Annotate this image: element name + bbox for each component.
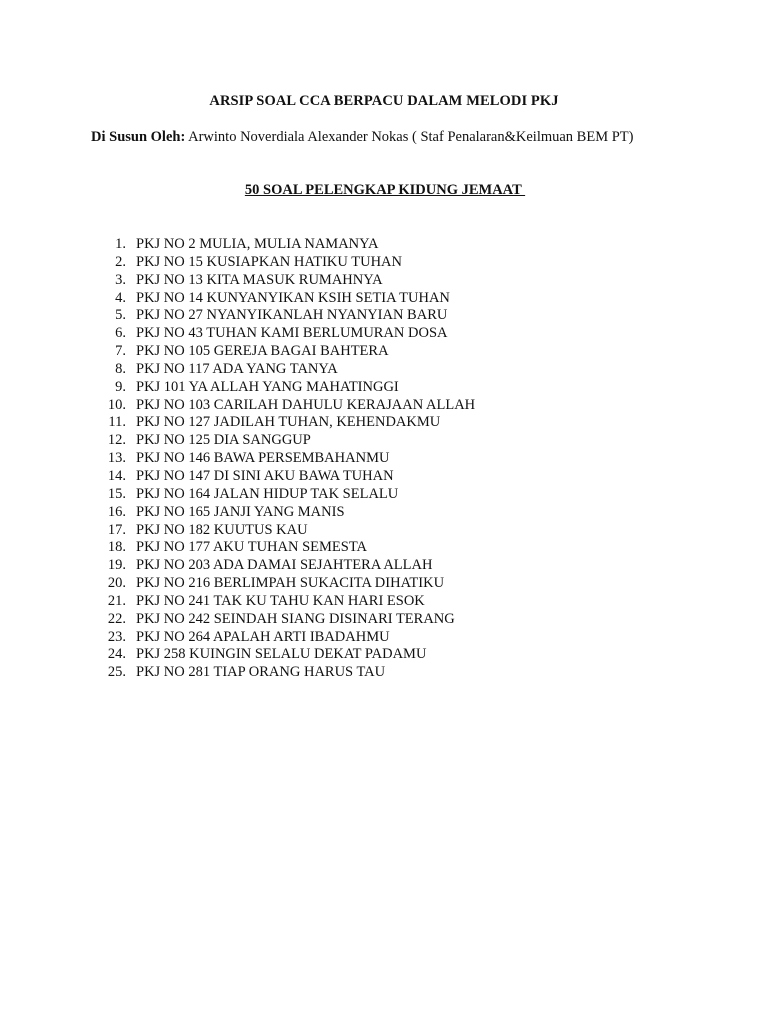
list-item-number: 2. bbox=[115, 253, 126, 270]
list-item-text: PKJ NO 241 TAK KU TAHU KAN HARI ESOK bbox=[136, 592, 425, 609]
list-item-text: PKJ NO 264 APALAH ARTI IBADAHMU bbox=[136, 628, 390, 645]
list-item-number: 1. bbox=[115, 236, 126, 252]
list-item-text: PKJ NO 203 ADA DAMAI SEJAHTERA ALLAH bbox=[136, 557, 433, 574]
list-item-text: PKJ NO 164 JALAN HIDUP TAK SELALU bbox=[136, 485, 399, 502]
list-item-number: 25. bbox=[107, 664, 126, 681]
list-item-text: PKJ NO 117 ADA YANG TANYA bbox=[136, 360, 338, 377]
author-value: Arwinto Noverdiala Alexander Nokas ( Staf Penalaran&Keilmuan BEM PT) bbox=[188, 129, 634, 145]
list-item-text: PKJ NO 15 KUSIAPKAN HATIKU TUHAN bbox=[136, 253, 402, 270]
list-item-text: PKJ NO 105 GEREJA BAGAI BAHTERA bbox=[136, 343, 389, 360]
list-item-text: PKJ NO 281 TIAP ORANG HARUS TAU bbox=[136, 664, 386, 681]
list-item-number: 16. bbox=[107, 503, 126, 520]
list-item-text: PKJ NO 125 DIA SANGGUP bbox=[136, 432, 311, 449]
list-item-number: 21. bbox=[107, 592, 126, 609]
list-item-number: 17. bbox=[107, 521, 126, 538]
list-item-number: 14. bbox=[107, 467, 126, 484]
author-line bbox=[91, 129, 633, 146]
list-item-number: 7. bbox=[115, 343, 126, 360]
list-item-number: 20. bbox=[107, 575, 126, 592]
list-item-number: 15. bbox=[107, 485, 126, 502]
list-item-text: PKJ NO 13 KITA MASUK RUMAHNYA bbox=[136, 271, 383, 288]
list-item-text: PKJ NO 14 KUNYANYIKAN KSIH SETIA TUHAN bbox=[136, 289, 450, 306]
list-item-text: PKJ NO 127 JADILAH TUHAN, KEHENDAKMU bbox=[136, 414, 441, 431]
list-item-number: 8. bbox=[115, 360, 126, 377]
document-title: ARSIP SOAL CCA BERPACU DALAM MELODI PKJ bbox=[209, 93, 559, 109]
list-item-text: PKJ NO 146 BAWA PERSEMBAHANMU bbox=[136, 450, 390, 467]
list-item-number: 19. bbox=[107, 557, 126, 574]
list-item-number: 12. bbox=[107, 432, 126, 449]
list-item-number: 9. bbox=[115, 378, 126, 395]
list-item-text: PKJ NO 2 MULIA, MULIA NAMANYA bbox=[136, 236, 379, 252]
author-label: Di Susun Oleh: bbox=[91, 129, 186, 145]
list-item-text: PKJ NO 103 CARILAH DAHULU KERAJAAN ALLAH bbox=[136, 396, 476, 413]
list-item-number: 6. bbox=[115, 325, 126, 342]
list-item-text: PKJ NO 182 KUUTUS KAU bbox=[136, 521, 308, 538]
list-item-text: PKJ NO 242 SEINDAH SIANG DISINARI TERANG bbox=[136, 610, 455, 627]
list-item-number: 4. bbox=[115, 289, 126, 306]
list-item-text: PKJ NO 147 DI SINI AKU BAWA TUHAN bbox=[136, 467, 394, 484]
list-item-text: PKJ NO 165 JANJI YANG MANIS bbox=[136, 503, 345, 520]
list-item-number: 3. bbox=[115, 271, 126, 288]
list-item-text: PKJ NO 43 TUHAN KAMI BERLUMURAN DOSA bbox=[136, 325, 448, 342]
list-item-text: PKJ 258 KUINGIN SELALU DEKAT PADAMU bbox=[136, 646, 427, 663]
list-item-number: 24. bbox=[107, 646, 126, 663]
section-heading: 50 SOAL PELENGKAP KIDUNG JEMAAT bbox=[244, 182, 526, 198]
list-item-number: 22. bbox=[107, 610, 126, 627]
list-item-number: 13. bbox=[107, 450, 126, 467]
list-item-text: PKJ NO 27 NYANYIKANLAH NYANYIAN BARU bbox=[136, 307, 448, 324]
list-item-number: 5. bbox=[115, 307, 126, 324]
list-item-number: 18. bbox=[107, 539, 126, 556]
list-item-text: PKJ NO 177 AKU TUHAN SEMESTA bbox=[136, 539, 367, 556]
list-item-number: 23. bbox=[107, 628, 126, 645]
list-item-number: 10. bbox=[107, 396, 126, 413]
list-item-number: 11. bbox=[108, 414, 126, 431]
list-item-text: PKJ NO 216 BERLIMPAH SUKACITA DIHATIKU bbox=[136, 575, 445, 592]
list-item-text: PKJ 101 YA ALLAH YANG MAHATINGGI bbox=[136, 378, 399, 395]
